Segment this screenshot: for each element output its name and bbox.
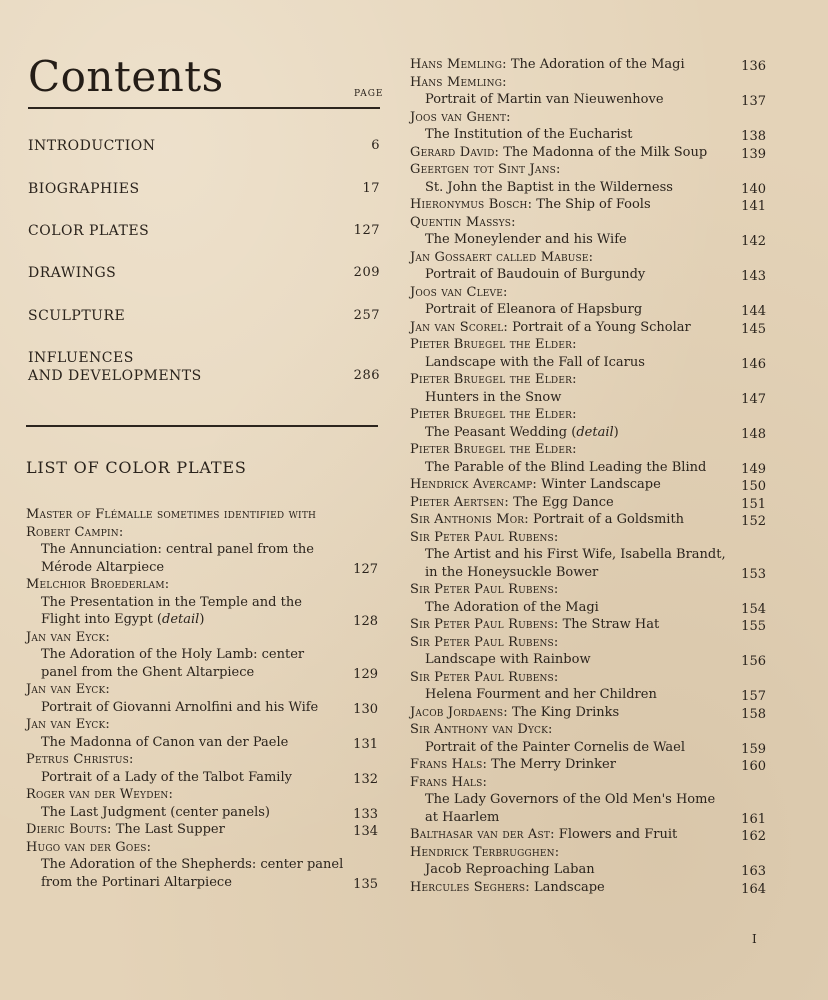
plate-title-text: The Last Supper	[115, 822, 225, 837]
artist-name: Sir Peter Paul Rubens:	[410, 529, 559, 545]
plate-line	[410, 319, 766, 337]
toc-page: 17	[362, 181, 380, 196]
plate-title	[410, 651, 766, 669]
plate-page: 136	[741, 59, 766, 74]
artist-name: Master of Flémalle sometimes identified with	[26, 507, 317, 522]
plate-title	[410, 126, 766, 144]
plate-page: 164	[741, 881, 766, 897]
artist-name: Pieter Bruegel the Elder:	[410, 337, 577, 352]
artist-name: Pieter Bruegel the Elder:	[410, 372, 577, 387]
plate-title	[26, 559, 378, 577]
plate-title	[410, 599, 766, 617]
plate-title-text: Portrait of Martin van Nieuwenhove	[425, 92, 664, 107]
plate-title-text: Portrait of Eleanora of Hapsburg	[425, 302, 643, 317]
artist-name: Sir Peter Paul Rubens:	[410, 669, 559, 685]
plate-title-text: Flight into Egypt (	[41, 612, 163, 627]
artist-name: Jan van Eyck:	[26, 629, 110, 645]
plate-entry	[410, 879, 766, 897]
plate-line	[26, 821, 378, 839]
plate-entry	[410, 581, 766, 616]
plate-title	[410, 231, 766, 249]
plate-title-text: The Moneylender and his Wife	[425, 232, 627, 247]
plate-title	[410, 424, 766, 442]
artist-name: Jan van Eyck:	[26, 717, 110, 732]
plate-page: 131	[353, 736, 378, 752]
plate-entry	[26, 629, 378, 682]
artist-name: Hugo van der Goes:	[26, 839, 152, 855]
plate-title	[26, 804, 378, 822]
toc-drawings	[28, 264, 380, 282]
plate-title	[26, 769, 378, 787]
contents-title: Contents	[28, 52, 224, 101]
plate-entry	[410, 144, 766, 162]
plate-title-text: Portrait of a Lady of the Talbot Family	[41, 769, 292, 785]
artist-name: Sir Peter Paul Rubens:	[410, 634, 559, 650]
plate-entry	[410, 774, 766, 827]
artist-name: Pieter Bruegel the Elder:	[410, 442, 577, 457]
plate-title-text: The Straw Hat	[562, 617, 660, 632]
plate-line	[410, 56, 766, 74]
plate-line	[410, 704, 766, 722]
artist-name: Jan van Scorel:	[410, 319, 508, 335]
plate-entry	[410, 336, 766, 371]
toc-label-line1: INFLUENCES	[28, 350, 134, 366]
artist-name: Sir Peter Paul Rubens:	[410, 617, 559, 632]
artist-name: Frans Hals:	[410, 774, 488, 790]
plate-page: 146	[741, 356, 766, 372]
plate-title-text: Portrait of a Goldsmith	[532, 512, 685, 527]
plate-page: 140	[741, 181, 766, 197]
plate-entry	[26, 576, 378, 629]
left-plate-list	[26, 506, 378, 891]
plate-page: 153	[741, 566, 766, 582]
plate-page: 144	[741, 304, 766, 319]
artist-name: Geertgen tot Sint Jans:	[410, 162, 561, 177]
plate-title: The Artist and his First Wife, Isabella Brandt,	[425, 547, 726, 562]
plate-title-text: )	[613, 424, 619, 440]
plate-entry	[410, 511, 766, 529]
artist-name: Hans Memling:	[410, 57, 507, 72]
plate-title-text: Landscape with Rainbow	[425, 652, 591, 667]
artist-name: Joos van Ghent:	[410, 109, 511, 125]
plate-title	[26, 611, 378, 629]
plate-title-text: from the Portinari Altarpiece	[41, 874, 232, 890]
plate-entry	[410, 634, 766, 669]
plate-page: 137	[741, 94, 766, 109]
artist-name: Hans Memling:	[410, 74, 507, 90]
artist-name: Balthasar van der Ast:	[410, 827, 555, 842]
plate-title-text: The Parable of the Blind Leading the Blind	[425, 459, 707, 475]
plate-title-text: The Adoration of the Magi	[425, 599, 599, 615]
plate-entry	[410, 669, 766, 704]
artist-name: Quentin Massys:	[410, 214, 516, 230]
toc-sculpture	[28, 307, 380, 325]
plate-page: 152	[741, 514, 766, 529]
plate-page: 139	[741, 146, 766, 162]
plate-title	[410, 354, 766, 372]
artist-name: Frans Hals:	[410, 757, 488, 772]
plate-title	[410, 861, 766, 879]
plate-title-text: The Merry Drinker	[491, 757, 616, 772]
plate-title	[410, 686, 766, 704]
plate-page: 138	[741, 129, 766, 144]
toc-page: 209	[353, 265, 380, 280]
artist-name: Sir Peter Paul Rubens:	[410, 582, 559, 597]
plate-title-text: The Last Judgment (center panels)	[41, 804, 270, 820]
plate-entry	[410, 756, 766, 774]
plate-title-text: )	[199, 612, 205, 627]
artist-name: Hieronymus Bosch:	[410, 197, 533, 212]
plate-line	[410, 144, 766, 162]
plate-line	[410, 511, 766, 529]
plate-page: 130	[353, 701, 378, 717]
plate-page: 162	[741, 829, 766, 844]
plate-title-text: Winter Landscape	[541, 477, 661, 492]
plate-title	[26, 699, 378, 717]
plate-title-text: Landscape	[533, 879, 605, 895]
plate-title-text: Portrait of Baudouin of Burgundy	[425, 267, 646, 282]
artist-name: Jacob Jordaens:	[410, 704, 508, 720]
artist-name: Jan van Eyck:	[26, 682, 110, 697]
plate-entry	[410, 476, 766, 494]
plate-page: 158	[741, 706, 766, 722]
plate-title-text: Helena Fourment and her Children	[425, 687, 657, 702]
plate-line	[410, 494, 766, 512]
plate-page: 160	[741, 759, 766, 774]
plate-title	[410, 389, 766, 407]
plate-entry	[410, 56, 766, 74]
plate-title	[410, 739, 766, 757]
plate-title-text: panel from the Ghent Altarpiece	[41, 664, 255, 680]
plate-page: 150	[741, 479, 766, 494]
artist-name: Jan Gossaert called Mabuse:	[410, 249, 594, 265]
artist-name: Joos van Cleve:	[410, 284, 508, 300]
plate-line	[410, 476, 766, 494]
artist-name: Gerard David:	[410, 144, 500, 160]
plate-page: 134	[353, 824, 378, 839]
plate-page: 151	[741, 496, 766, 512]
plate-entry	[410, 721, 766, 756]
plate-page: 127	[353, 561, 378, 577]
plate-entry	[26, 786, 378, 821]
plate-title-text: in the Honeysuckle Bower	[425, 564, 599, 580]
toc-label: INTRODUCTION	[28, 138, 156, 154]
plate-title-text: Flowers and Fruit	[558, 827, 678, 842]
plate-page: 133	[353, 806, 378, 822]
plate-entry	[410, 109, 766, 144]
toc-page: 6	[371, 138, 380, 153]
plate-title	[26, 734, 378, 752]
plate-entry	[26, 821, 378, 839]
plate-title	[410, 809, 766, 827]
plate-entry	[26, 751, 378, 786]
artist-name: Melchior Broederlam:	[26, 577, 170, 592]
page-number: I	[752, 932, 757, 946]
toc-influences	[28, 349, 380, 385]
plate-entry	[410, 529, 766, 582]
plate-line	[410, 616, 766, 634]
artist-name: Sir Anthony van Dyck:	[410, 722, 553, 737]
plate-entry	[26, 506, 378, 576]
toc-label: COLOR PLATES	[28, 223, 150, 239]
list-of-color-plates-heading: LIST OF COLOR PLATES	[26, 458, 247, 477]
plate-entry	[410, 196, 766, 214]
plate-title	[410, 564, 766, 582]
plate-title	[410, 91, 766, 109]
toc-color-plates	[28, 222, 380, 240]
plate-page: 135	[353, 876, 378, 892]
plate-entry	[26, 839, 378, 892]
plate-entry	[410, 249, 766, 284]
plate-page: 132	[353, 771, 378, 787]
plate-entry	[410, 844, 766, 879]
plate-entry	[410, 371, 766, 406]
toc-label-line2: AND DEVELOPMENTS	[28, 368, 202, 384]
plate-page: 155	[741, 619, 766, 634]
plate-entry	[410, 406, 766, 441]
plate-title-text: The King Drinks	[511, 704, 620, 720]
plate-title-text: The Institution of the Eucharist	[425, 127, 633, 142]
plate-title	[410, 459, 766, 477]
plate-title: The Lady Governors of the Old Men's Home	[425, 792, 716, 807]
artist-name: Dieric Bouts:	[26, 822, 112, 837]
plate-entry	[26, 681, 378, 716]
artist-name: Sir Anthonis Mor:	[410, 512, 529, 527]
plate-page: 148	[741, 426, 766, 442]
artist-name: Roger van der Weyden:	[26, 787, 174, 802]
plate-title-text: Jacob Reproaching Laban	[425, 862, 595, 877]
plate-title-text: The Adoration of the Magi	[510, 57, 685, 72]
plate-page: 156	[741, 654, 766, 669]
plate-line	[410, 196, 766, 214]
artist-name: Hendrick Terbrugghen:	[410, 844, 560, 860]
plate-title-text: Hunters in the Snow	[425, 389, 562, 405]
plate-line	[410, 756, 766, 774]
plate-title-text: at Haarlem	[425, 809, 500, 825]
toc-page: 257	[353, 308, 380, 323]
plate-page: 163	[741, 864, 766, 879]
plate-title-italic: detail	[576, 424, 614, 440]
plate-entry	[410, 161, 766, 196]
plate-title	[26, 664, 378, 682]
plate-title	[410, 179, 766, 197]
plate-title-text: Portrait of a Young Scholar	[512, 319, 691, 335]
artist-name: Petrus Christus:	[26, 752, 134, 767]
plate-line	[410, 879, 766, 897]
plate-entry	[410, 74, 766, 109]
plate-title-text: The Peasant Wedding (	[425, 424, 577, 440]
plate-entry	[410, 494, 766, 512]
plate-title: The Annunciation: central panel from the	[41, 542, 314, 557]
plate-page: 142	[741, 234, 766, 249]
toc-introduction	[28, 137, 380, 155]
artist-name: Pieter Bruegel the Elder:	[410, 407, 577, 422]
plate-title-text: Landscape with the Fall of Icarus	[425, 354, 645, 370]
plate-entry	[410, 616, 766, 634]
plate-line	[410, 826, 766, 844]
plate-entry	[410, 214, 766, 249]
plate-entry	[410, 284, 766, 319]
plate-title-italic: detail	[162, 612, 200, 627]
plate-page: 161	[741, 811, 766, 827]
plate-title	[410, 266, 766, 284]
plate-page: 145	[741, 321, 766, 337]
artist-name: Hercules Seghers:	[410, 879, 530, 895]
artist-name: Pieter Aertsen:	[410, 494, 509, 510]
plate-title-text: The Ship of Fools	[536, 197, 651, 212]
plate-title	[26, 874, 378, 892]
plate-title-text: The Egg Dance	[513, 494, 614, 510]
plate-title: The Adoration of the Shepherds: center panel	[41, 857, 344, 872]
plate-entry	[26, 716, 378, 751]
title-rule	[28, 107, 380, 109]
plate-entry	[410, 826, 766, 844]
toc-label: SCULPTURE	[28, 308, 126, 324]
plate-title-text: St. John the Baptist in the Wilderness	[425, 179, 673, 195]
plate-page: 159	[741, 741, 766, 757]
plate-entry	[410, 319, 766, 337]
plate-title-text: Portrait of Giovanni Arnolfini and his Wife	[41, 699, 319, 715]
plate-title: The Adoration of the Holy Lamb: center	[41, 647, 305, 662]
plate-page: 149	[741, 461, 766, 477]
plate-title	[410, 301, 766, 319]
toc-label: BIOGRAPHIES	[28, 181, 140, 197]
plate-page: 143	[741, 269, 766, 284]
plate-title: The Presentation in the Temple and the	[41, 594, 302, 610]
page-column-label: PAGE	[354, 89, 384, 99]
list-rule	[26, 425, 378, 427]
right-plate-list	[410, 56, 766, 896]
toc-biographies	[28, 180, 380, 198]
plate-page: 128	[353, 614, 378, 629]
plate-entry	[410, 441, 766, 476]
toc-label: DRAWINGS	[28, 265, 117, 281]
plate-page: 129	[353, 666, 378, 682]
plate-title-text: The Madonna of the Milk Soup	[503, 144, 708, 160]
plate-entry	[410, 704, 766, 722]
plate-page: 154	[741, 601, 766, 617]
plate-page: 141	[741, 199, 766, 214]
artist-name: Robert Campin:	[26, 524, 124, 540]
toc-page: 127	[353, 223, 380, 238]
plate-title-text: Portrait of the Painter Cornelis de Wael	[425, 739, 686, 755]
plate-page: 157	[741, 689, 766, 704]
artist-name: Hendrick Avercamp:	[410, 477, 537, 492]
plate-title-text: Mérode Altarpiece	[41, 559, 165, 575]
plate-title-text: The Madonna of Canon van der Paele	[41, 734, 289, 750]
toc-page: 286	[353, 368, 380, 383]
plate-page: 147	[741, 391, 766, 407]
